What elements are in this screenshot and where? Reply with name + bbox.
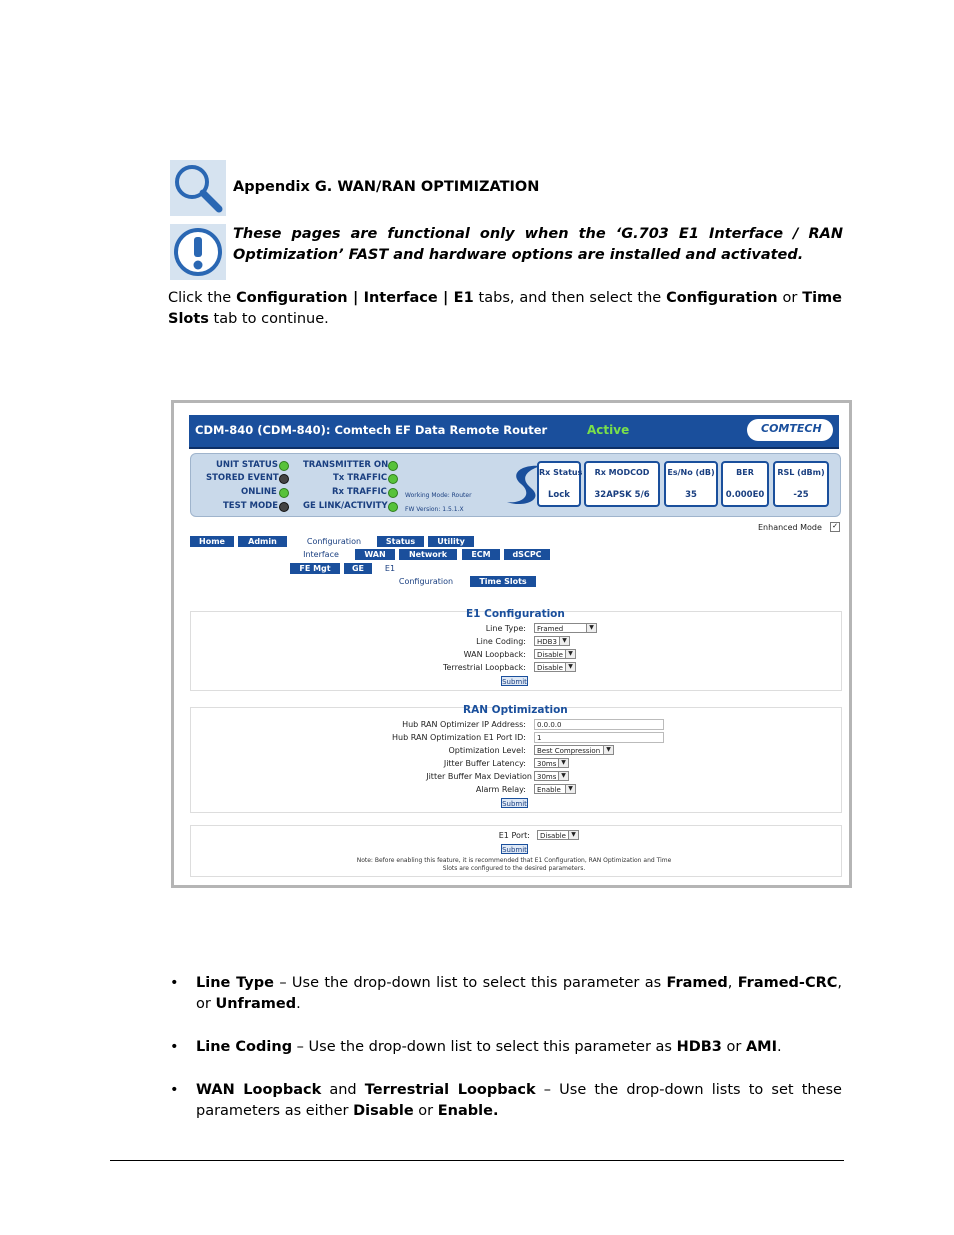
alarm-relay-value: Enable [537,786,561,794]
working-mode: Working Mode: Router [405,492,472,499]
line-type-select[interactable] [534,623,597,633]
bullet-marker-3: • [170,1082,179,1098]
jitter-deviation-value: 30ms [537,773,557,781]
tab-time-slots[interactable]: Time Slots [470,576,536,587]
footer-rule [110,1160,844,1161]
status-online: ONLINE [241,487,277,497]
rx-modcod-header: Rx MODCOD [594,468,650,477]
bullet-3-bold-1: WAN Loopback [196,1082,322,1098]
tab-wan[interactable]: WAN [355,549,395,560]
rx-status-header: Rx Status [539,468,583,477]
unit-status-led [279,461,289,471]
status-transmitter-on: TRANSMITTER ON [303,460,389,470]
wan-loopback-label: WAN Loopback: [463,650,526,659]
status-ge-link: GE LINK/ACTIVITY [303,501,388,511]
jitter-latency-arrow-icon: ▼ [558,759,568,767]
e1-interface-screenshot [171,400,852,888]
bullet-3-text-1: and [321,1082,365,1098]
tab-interface[interactable]: Interface [303,550,339,559]
tab-e1-configuration[interactable]: Configuration [398,577,454,586]
tab-home[interactable]: Home [190,536,234,547]
instr-text-1: Click the [168,290,237,306]
important-note: These pages are functional only when the ‘G.703 E1 Interface / RAN Optimization’ FAST and hardware options are installed and activated. [233,226,843,263]
magnifier-icon-box [170,160,226,216]
bullet-1-text-3: , or [196,975,842,1012]
terrestrial-loopback-arrow-icon: ▼ [565,663,575,671]
transmitter-on-led [388,461,398,471]
optimization-level-select[interactable] [534,745,614,755]
ber-header: BER [736,468,754,477]
test-mode-led [279,502,289,512]
bullet-line-type [196,973,842,1015]
rx-status-box [537,461,581,507]
rx-modcod-value: 32APSK 5/6 [594,490,650,500]
title-bar [189,415,839,449]
optimization-level-label: Optimization Level: [448,746,526,755]
line-type-value: Framed [537,625,564,633]
tab-utility[interactable]: Utility [428,536,474,547]
rx-status-value: Lock [548,490,570,500]
status-panel [190,453,841,517]
es-no-value: 35 [685,490,697,500]
bullet-loopback [196,1080,842,1122]
jitter-latency-value: 30ms [537,760,557,768]
bullet-2-text-3: . [777,1039,782,1055]
instr-bold-1: Configuration | Interface | E1 [236,290,474,306]
optimization-level-arrow-icon: ▼ [603,746,613,754]
alarm-relay-arrow-icon: ▼ [565,785,575,793]
enhanced-mode-label: Enhanced Mode [758,523,822,532]
stored-event-led [279,474,289,484]
line-coding-value: HDB3 [537,638,557,646]
e1-port-arrow-icon: ▼ [568,831,578,839]
optimization-level-value: Best Compression [537,747,601,755]
bullet-1-text-1: – Use the drop-down list to select this parameter as [273,975,667,991]
hub-ip-label: Hub RAN Optimizer IP Address: [402,720,526,729]
rsl-value: -25 [793,490,809,500]
bullet-2-bold-2: HDB3 [676,1039,722,1055]
instr-text-4: tab to continue. [208,311,329,327]
rx-traffic-led [388,488,398,498]
bullet-1-bold-3: Framed-CRC [737,975,838,991]
active-status: Active [587,423,630,437]
bullet-3-bold-4: Enable. [437,1103,499,1119]
terrestrial-loopback-label: Terrestrial Loopback: [442,663,526,672]
logo-text: COMTECH [761,422,822,435]
bullet-1-bold-4: Unframed [215,996,297,1012]
instr-text-2: tabs, and then select the [473,290,667,306]
jitter-latency-label: Jitter Buffer Latency: [443,759,526,768]
wan-loopback-arrow-icon: ▼ [565,650,575,658]
magnifier-icon [170,160,226,216]
e1-port-label: E1 Port: [498,831,530,840]
bullet-3-bold-3: Disable [353,1103,414,1119]
bullet-1-bold-1: Line Type [196,975,274,991]
bullet-1-text-4: . [296,996,301,1012]
bullet-marker-1: • [170,975,179,991]
jitter-deviation-select[interactable] [534,771,569,781]
line-type-label: Line Type: [485,624,526,633]
alarm-relay-select[interactable] [534,784,576,794]
jitter-latency-select[interactable] [534,758,569,768]
wan-loopback-value: Disable [537,651,563,659]
online-led [279,488,289,498]
rx-modcod-box [584,461,660,507]
instruction-paragraph [168,288,842,330]
instr-bold-3: Time Slots [168,290,842,327]
line-type-arrow-icon: ▼ [586,624,596,632]
tab-admin[interactable]: Admin [238,536,287,547]
ber-box [721,461,769,507]
tab-network[interactable]: Network [399,549,457,560]
e1-port-value: Disable [540,832,566,840]
enhanced-mode-checkbox[interactable]: ✓ [830,522,840,532]
e1-submit-button[interactable]: Submit [502,678,527,686]
bullet-2-bold-3: AMI [745,1039,777,1055]
tab-e1[interactable]: E1 [384,564,396,573]
window-title: CDM-840 (CDM-840): Comtech EF Data Remote Router [195,423,548,437]
es-no-header: Es/No (dB) [667,468,715,477]
exclamation-icon [170,224,226,280]
status-rx-traffic: Rx TRAFFIC [332,487,387,497]
e1-configuration-title: E1 Configuration [466,608,565,620]
tx-traffic-led [388,474,398,484]
jitter-deviation-label: Jitter Buffer Max Deviation [426,772,532,781]
bullet-2-text-1: – Use the drop-down list to select this parameter as [292,1039,677,1055]
bullet-line-coding [196,1037,842,1058]
instr-bold-2: Configuration [666,290,778,306]
status-unit-status: UNIT STATUS [216,460,278,470]
status-test-mode: TEST MODE [223,501,279,511]
alarm-relay-label: Alarm Relay: [475,785,526,794]
bullet-2-bold-1: Line Coding [196,1039,293,1055]
tab-dscpc[interactable]: dSCPC [504,549,550,560]
appendix-reference: Appendix G. WAN/RAN OPTIMIZATION [233,179,540,195]
bullet-marker-2: • [170,1039,179,1055]
hub-ip-input[interactable]: 0.0.0.0 [534,719,664,730]
instr-text-3: or [777,290,803,306]
e1-port-submit-button[interactable]: Submit [502,846,527,854]
rsl-header: RSL (dBm) [777,468,825,477]
ge-link-led [388,502,398,512]
e1-port-select[interactable] [537,830,579,840]
bullet-1-text-2: , [727,975,738,991]
bullet-3-text-3: or [413,1103,438,1119]
bullet-3-bold-2: Terrestrial Loopback [364,1082,536,1098]
tab-ecm[interactable]: ECM [462,549,500,560]
line-coding-select[interactable] [534,636,570,646]
terrestrial-loopback-select[interactable] [534,662,576,672]
comtech-logo [747,419,833,441]
ran-optimization-title: RAN Optimization [463,704,568,716]
important-icon-box [170,224,226,280]
es-no-box [664,461,718,507]
tab-ge[interactable]: GE [344,563,372,574]
bullet-2-text-2: or [721,1039,746,1055]
tab-status[interactable]: Status [377,536,424,547]
wan-loopback-select[interactable] [534,649,576,659]
ber-value: 0.000E0 [725,490,765,500]
fw-version: FW Version: 1.5.1.X [405,506,464,513]
tab-fe-mgt[interactable]: FE Mgt [290,563,340,574]
e1-port-note-line-1: Note: Before enabling this feature, it is recommended that E1 Configuration, RAN Optimization and Time [356,857,672,864]
bullet-1-bold-2: Framed [666,975,728,991]
line-coding-arrow-icon: ▼ [559,637,569,645]
jitter-deviation-arrow-icon: ▼ [558,772,568,780]
line-coding-label: Line Coding: [476,637,526,646]
hub-port-id-label: Hub RAN Optimization E1 Port ID: [392,733,526,742]
ran-submit-button[interactable]: Submit [502,800,527,808]
terrestrial-loopback-value: Disable [537,664,563,672]
status-tx-traffic: Tx TRAFFIC [333,473,388,483]
tab-configuration[interactable]: Configuration [306,537,362,546]
e1-port-note-line-2: Slots are configured to the desired parameters. [442,865,586,872]
rsl-box [773,461,829,507]
status-stored-event: STORED EVENT [206,473,279,483]
hub-port-id-input[interactable]: 1 [534,732,664,743]
bullet-3-text-2: – Use the drop-down lists to set these parameters as either [196,1082,842,1119]
